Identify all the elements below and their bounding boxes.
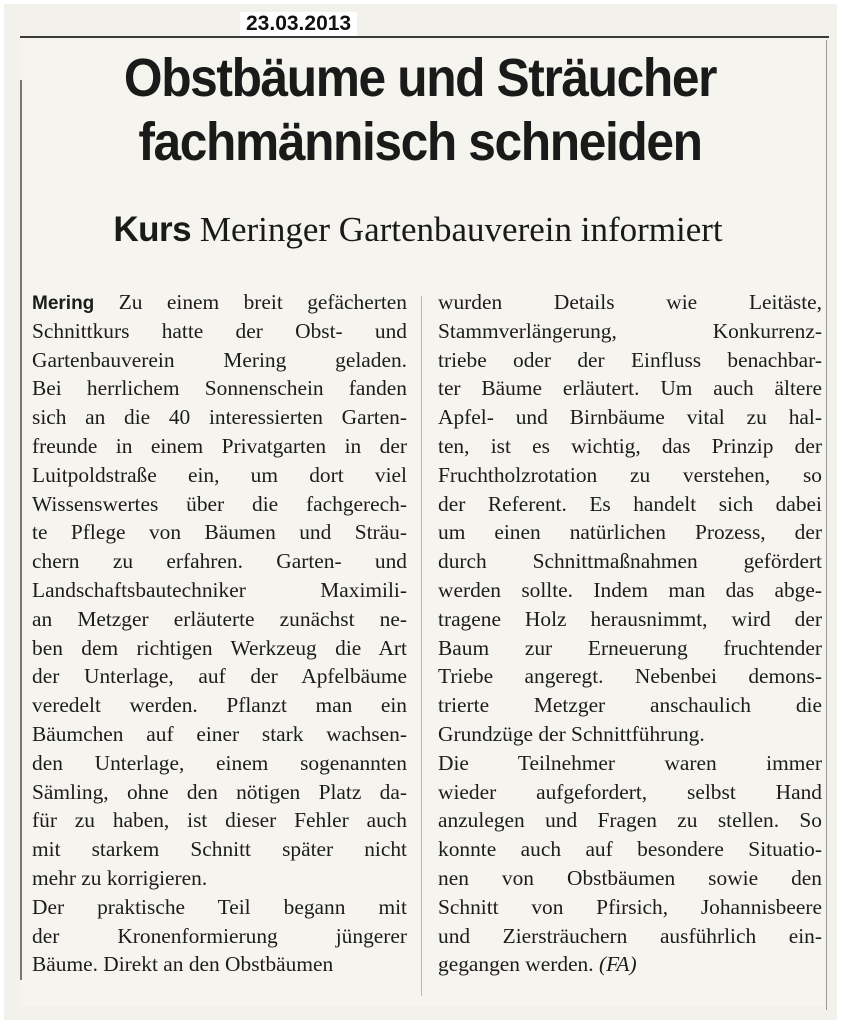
article-line: Bäumchen auf einer stark wachsen- (32, 721, 407, 746)
article-line: wieder aufgefordert, selbst Hand (438, 779, 822, 804)
article-line: Der praktische Teil begann mit (32, 894, 407, 919)
article-line: Fruchtholzrotation zu verstehen, so (438, 462, 822, 487)
article-line: an Metzger erläuterte zunächst ne- (32, 606, 407, 631)
article-line: chern zu erfahren. Garten- und (32, 549, 407, 574)
article-line: werden sollte. Indem man das abge- (438, 577, 822, 602)
headline-line-2: fachmännisch schneiden (138, 112, 702, 172)
column-separator (421, 296, 422, 996)
article-line: der Unterlage, auf der Apfelbäume (32, 664, 407, 689)
article-line: um einen natürlichen Prozess, der (438, 520, 822, 545)
article-line: Stammverlängerung, Konkurrenz- (438, 318, 822, 343)
article-line: anzulegen und Fragen zu stellen. So (438, 808, 822, 833)
article-line: Schnittkurs hatte der Obst- und (32, 318, 407, 343)
article-line: Grundzüge der Schnittführung. (438, 721, 705, 746)
article-line: für zu haben, ist dieser Fehler auch (32, 808, 407, 833)
article-line: Die Teilnehmer waren immer (438, 750, 822, 775)
article-line: Apfel- und Birnbäume vital zu hal- (438, 405, 822, 430)
author-tag: (FA) (598, 952, 637, 977)
article-line: Landschaftsbautechniker Maximili- (32, 577, 407, 602)
dateline: Mering (32, 293, 95, 314)
headline (61, 46, 779, 174)
article-line: veredelt werden. Pflanzt man ein (32, 693, 407, 718)
article-line: mehr zu korrigieren. (32, 865, 208, 890)
article-line: freunde in einem Privatgarten in der (32, 433, 407, 458)
article-line: konnte auch auf besondere Situatio- (438, 837, 822, 862)
article-line: durch Schnittmaßnahmen gefördert (438, 549, 822, 574)
article-line: Luitpoldstraße ein, um dort viel (32, 462, 407, 487)
article-line: ter Bäume erläutert. Um auch ältere (438, 376, 822, 401)
article-line: ten, ist es wichtig, das Prinzip der (438, 433, 822, 458)
article-line: Wissenswertes über die fachgerech- (32, 491, 407, 516)
article-line: Sämling, ohne den nötigen Platz da- (32, 779, 407, 804)
article-line: tragene Holz herausnimmt, wird der (438, 606, 822, 631)
subheadline-text: Meringer Gartenbauverein informiert (199, 210, 723, 249)
subheadline-keyword: Kurs (113, 210, 192, 249)
article-line: Baum zur Erneuerung fruchtender (438, 635, 822, 660)
article-line: der Referent. Es handelt sich dabei (438, 491, 822, 516)
article-line: te Pflege von Bäumen und Sträu- (32, 520, 407, 545)
article-line-text: Zu einem breit gefächerten (94, 290, 407, 314)
article-line: wurden Details wie Leitäste, (438, 290, 822, 314)
article-line: sich an die 40 interessierten Garten- (32, 405, 407, 430)
article-line: der Kronenformierung jüngerer (32, 923, 407, 948)
article-line: mit starkem Schnitt später nicht (32, 837, 407, 862)
article-line: Gartenbauverein Mering geladen. (32, 347, 407, 372)
article-line (32, 288, 407, 317)
article-column-left (32, 288, 407, 979)
article-line: trierte Metzger anschaulich die (438, 693, 822, 718)
article-column-right (438, 288, 822, 979)
article-line: Triebe angeregt. Nebenbei demons- (438, 664, 822, 689)
right-edge-rule (826, 40, 827, 1010)
article-line: triebe oder der Einfluss benachbar- (438, 347, 822, 372)
top-rule (20, 36, 829, 38)
headline-line-1: Obstbäume und Sträucher (123, 48, 717, 108)
left-column-rule (20, 80, 22, 980)
article-line: und Ziersträuchern ausführlich ein- (438, 923, 822, 948)
article-line: Bei herrlichem Sonnenschein fanden (32, 376, 407, 401)
subheadline (28, 210, 808, 250)
article-line (438, 950, 822, 979)
clipping-date: 23.03.2013 (240, 12, 357, 36)
article-line: den Unterlage, einem sogenannten (32, 750, 407, 775)
article-line: Schnitt von Pfirsich, Johannisbeere (438, 894, 822, 919)
article-line-text: gegangen werden. (438, 952, 599, 977)
article-line: Bäume. Direkt an den Obstbäumen (32, 952, 334, 977)
article-line: ben dem richtigen Werkzeug die Art (32, 635, 407, 660)
article-line: nen von Obstbäumen sowie den (438, 865, 822, 890)
